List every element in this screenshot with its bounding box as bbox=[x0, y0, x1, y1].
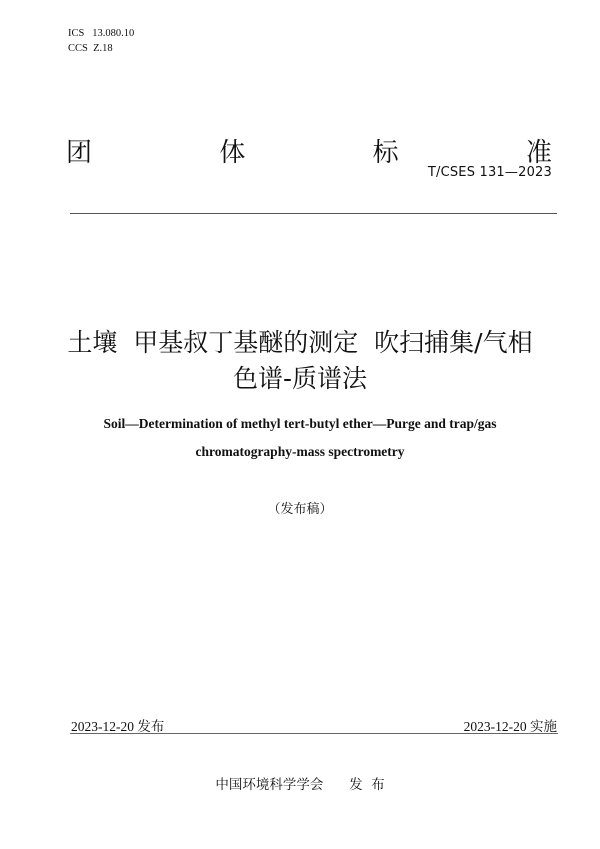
classification-codes bbox=[68, 26, 134, 56]
english-title bbox=[40, 410, 560, 466]
publish-date: 2023-12-20 发布 bbox=[71, 719, 165, 734]
issuer-organization: 中国环境科学学会 bbox=[215, 777, 324, 793]
english-title-line-2: chromatography-mass spectrometry bbox=[195, 444, 405, 459]
chinese-title-line-1: 土壤 甲基叔丁基醚的测定 吹扫捕集/气相 bbox=[67, 328, 533, 357]
chinese-title-line-2: 色谱-质谱法 bbox=[232, 364, 368, 393]
standard-type-char: 体 bbox=[219, 138, 246, 168]
ccs-code: CCS Z.18 bbox=[68, 43, 113, 54]
english-title-line-1: Soil—Determination of methyl tert-butyl ether—Purge and trap/gas bbox=[103, 416, 497, 431]
issuer-line bbox=[40, 773, 560, 793]
standard-type-char: 准 bbox=[525, 138, 552, 168]
ics-code: ICS 13.080.10 bbox=[68, 28, 135, 39]
standard-type-char: 标 bbox=[372, 138, 399, 168]
issuer-action: 发 布 bbox=[349, 777, 385, 793]
standard-type-char: 团 bbox=[66, 138, 93, 168]
implement-date: 2023-12-20 实施 bbox=[463, 719, 557, 734]
header-divider bbox=[70, 213, 557, 214]
standard-type-heading bbox=[66, 132, 552, 166]
chinese-title bbox=[40, 325, 560, 397]
footer-divider bbox=[70, 733, 558, 734]
document-status: （发布稿） bbox=[267, 502, 333, 517]
standard-number: T/CSES 131—2023 bbox=[427, 165, 552, 180]
